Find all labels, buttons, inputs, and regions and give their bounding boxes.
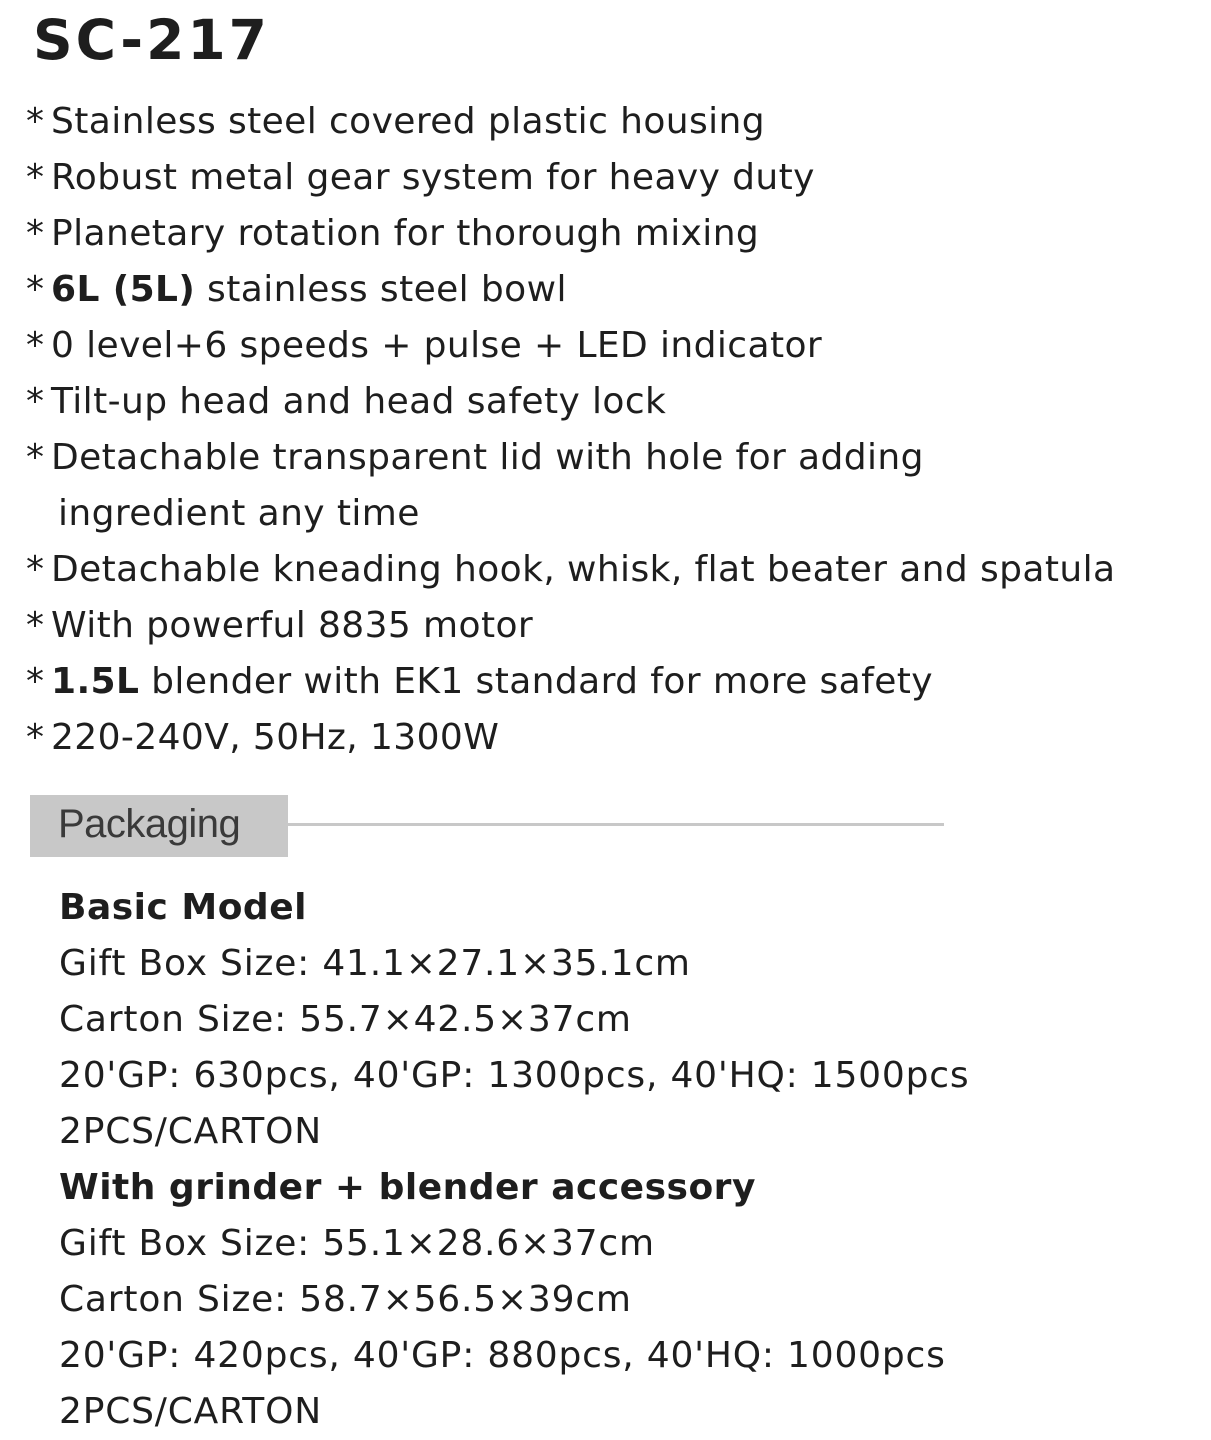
feature-emphasis: 6L (5L) <box>51 269 196 310</box>
bullet-asterisk: * <box>26 605 45 646</box>
accessory-pcs-per-carton: 2PCS/CARTON <box>59 1391 322 1432</box>
feature-item <box>26 374 1115 430</box>
packaging-details <box>59 880 969 1440</box>
feature-text: Detachable transparent lid with hole for adding <box>51 437 924 478</box>
feature-text: Robust metal gear system for heavy duty <box>51 157 815 198</box>
section-divider <box>288 823 944 826</box>
bullet-asterisk: * <box>26 717 45 758</box>
accessory-model-heading: With grinder + blender accessory <box>59 1167 756 1208</box>
bullet-asterisk: * <box>26 101 45 142</box>
feature-text: Tilt-up head and head safety lock <box>51 381 667 422</box>
basic-model-heading: Basic Model <box>59 887 307 928</box>
feature-text: Detachable kneading hook, whisk, flat beater and spatula <box>51 549 1116 590</box>
feature-item <box>26 150 1115 206</box>
feature-item <box>26 542 1115 598</box>
feature-text: Planetary rotation for thorough mixing <box>51 213 760 254</box>
feature-emphasis: 1.5L <box>51 661 140 702</box>
feature-item <box>26 598 1115 654</box>
accessory-carton-size: Carton Size: 58.7×56.5×39cm <box>59 1279 632 1320</box>
bullet-asterisk: * <box>26 381 45 422</box>
feature-item <box>26 94 1115 150</box>
feature-text: Stainless steel covered plastic housing <box>51 101 765 142</box>
feature-text: With powerful 8835 motor <box>51 605 534 646</box>
feature-item <box>26 206 1115 262</box>
basic-pcs-per-carton: 2PCS/CARTON <box>59 1111 322 1152</box>
feature-text: stainless steel bowl <box>195 269 567 310</box>
feature-text: 0 level+6 speeds + pulse + LED indicator <box>51 325 823 366</box>
basic-container-loading: 20'GP: 630pcs, 40'GP: 1300pcs, 40'HQ: 1500pcs <box>59 1055 970 1096</box>
bullet-asterisk: * <box>26 157 45 198</box>
packaging-section-header <box>30 795 288 857</box>
basic-carton-size: Carton Size: 55.7×42.5×37cm <box>59 999 632 1040</box>
feature-item <box>26 262 1115 318</box>
bullet-asterisk: * <box>26 213 45 254</box>
feature-text-continuation: ingredient any time <box>58 493 420 534</box>
feature-item <box>26 430 1011 542</box>
bullet-asterisk: * <box>26 661 45 702</box>
bullet-asterisk: * <box>26 437 45 478</box>
feature-item <box>26 654 1115 710</box>
accessory-container-loading: 20'GP: 420pcs, 40'GP: 880pcs, 40'HQ: 1000pcs <box>59 1335 946 1376</box>
packaging-section-label: Packaging <box>58 802 241 846</box>
feature-item <box>26 318 1115 374</box>
feature-list <box>26 94 1115 766</box>
bullet-asterisk: * <box>26 269 45 310</box>
model-title: SC-217 <box>33 8 270 72</box>
feature-text: 220-240V, 50Hz, 1300W <box>51 717 500 758</box>
bullet-asterisk: * <box>26 549 45 590</box>
bullet-asterisk: * <box>26 325 45 366</box>
feature-item <box>26 710 1115 766</box>
basic-gift-box-size: Gift Box Size: 41.1×27.1×35.1cm <box>59 943 691 984</box>
feature-text: blender with EK1 standard for more safety <box>139 661 933 702</box>
accessory-gift-box-size: Gift Box Size: 55.1×28.6×37cm <box>59 1223 655 1264</box>
